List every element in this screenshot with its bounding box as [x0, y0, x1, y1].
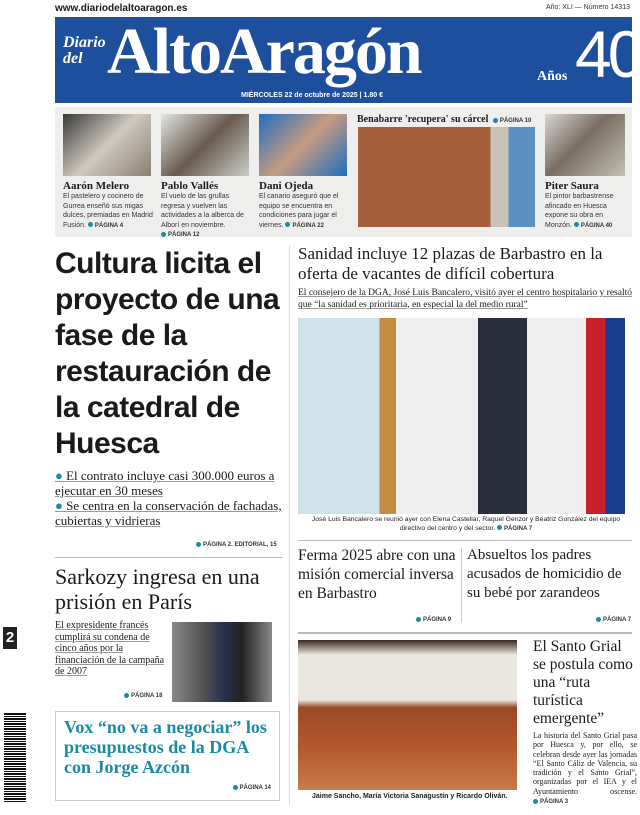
dateline: MIÉRCOLES 22 de octubre de 2025 | 1.80 € [241, 92, 384, 99]
teaser-text: El pintor barbastrense afincado en Huesca expone su obra en Monzón. [545, 193, 614, 229]
sanidad-subtitle: El consejero de la DGA, José Luis Bancalero, visitó ayer el centro hospitalario y resaltó que “la sanidad es prioritaria, en especial la del medio rural” [298, 288, 632, 310]
teaser-name: Piter Saura [545, 180, 599, 192]
page-ref: PÁGINA 4 [88, 223, 123, 229]
logo-small: Diario del [63, 34, 106, 67]
teaser-pablo-valles[interactable] [161, 114, 251, 241]
sanidad-caption: José Luis Bancalero se reunió ayer con Elena Castellar, Raquel Genzor y Beatriz González del equipo directivo del centro y del sector. PÁGINA 7 [311, 516, 621, 532]
teaser-photo [545, 114, 625, 176]
teaser-piter-saura[interactable] [545, 114, 627, 231]
main-headline[interactable]: Cultura licita el proyecto de una fase de la restauración de la catedral de Huesca [55, 247, 280, 460]
teaser-aaron-melero[interactable] [63, 114, 153, 231]
anniversary-label: Años [537, 69, 568, 84]
divider [298, 632, 632, 634]
sarkozy-photo [172, 622, 272, 702]
sarkozy-subtitle: El expresidente francés cumplirá su condena de cinco años por la financiación de la campaña de 2007 [55, 620, 165, 677]
page-ref: PÁGINA 18 [124, 693, 162, 699]
divider [461, 548, 462, 623]
teaser-name: Benabarre 'recupera' su cárcel [357, 114, 489, 125]
vox-box[interactable] [55, 711, 280, 801]
teaser-dani-ojeda[interactable] [259, 114, 349, 231]
bullet-item: ● Se centra en la conservación de fachadas, cubiertas y vidrieras [55, 498, 282, 528]
teaser-benabarre[interactable] [357, 111, 543, 124]
page-ref: PÁGINA 2. EDITORIAL, 15 [196, 542, 277, 548]
site-url[interactable]: www.diariodelaltoaragon.es [55, 3, 188, 14]
teaser-text: El canario aseguró que el equipo se encuentra en condiciones para jugar el viernes. [259, 193, 339, 229]
divider [298, 540, 632, 541]
page-ref: PÁGINA 40 [574, 223, 612, 229]
teaser-photo [63, 114, 151, 176]
page-ref: PÁGINA 3 [533, 799, 568, 805]
grial-caption: Jaime Sancho, María Victoria Sanagustín y Ricardo Oliván. [312, 793, 508, 800]
teaser-name: Aarón Melero [63, 180, 130, 192]
teaser-photo [259, 114, 347, 176]
teaser-text: El vuelo de las grullas regresa y vuelven las actividades a la alberca de Alborí en noviembre. [161, 193, 244, 229]
sarkozy-headline[interactable]: Sarkozy ingresa en una prisión en París [55, 564, 260, 614]
grial-text: La historia del Santo Grial pasa por Huesca y, por ello, se celebran desde ayer las jornadas “El Santo Cáliz de Valencia, su tradición y el Santo Grial”, organizadas por el IEA y el Ayuntamiento oscense. PÁGINA 3 [533, 731, 637, 806]
grial-headline[interactable]: El Santo Grial se postula como una “ruta turística emergente” [533, 638, 633, 727]
sanidad-headline[interactable]: Sanidad incluye 12 plazas de Barbastro en la oferta de vacantes de difícil cobertura [298, 244, 603, 283]
teaser-strip [55, 107, 632, 237]
page-ref: PÁGINA 22 [285, 223, 323, 229]
page-ref: PÁGINA 7 [596, 617, 631, 623]
page-ref: PÁGINA 12 [161, 232, 199, 238]
vox-headline: Vox “no va a negociar” los presupuestos de la DGA con Jorge Azcón [64, 717, 267, 777]
absueltos-headline[interactable]: Absueltos los padres acusados de homicidio de su bebé por zarandeos [467, 547, 622, 601]
ferma-headline[interactable]: Ferma 2025 abre con una misión comercial inversa en Barbastro [298, 547, 456, 602]
page-ref: PÁGINA 14 [233, 785, 271, 791]
issue-number: Año: XLI — Número 14313 [545, 4, 630, 11]
section-number: 2 [3, 627, 17, 649]
grial-photo [298, 640, 517, 790]
sanidad-photo [298, 318, 625, 514]
page-ref: PÁGINA 10 [493, 118, 531, 124]
teaser-photo [161, 114, 249, 176]
teaser-photo [358, 127, 535, 227]
anniversary-number: 40 [575, 17, 640, 91]
divider [55, 557, 283, 558]
logo-main: AltoAragón [107, 15, 421, 88]
teaser-name: Pablo Vallés [161, 180, 219, 192]
column-divider [289, 245, 290, 805]
page-ref: PÁGINA 7 [497, 526, 532, 532]
page-ref: PÁGINA 9 [416, 617, 451, 623]
teaser-name: Dani Ojeda [259, 180, 314, 192]
masthead [55, 15, 640, 103]
barcode [4, 712, 26, 802]
main-bullets [55, 468, 285, 528]
teaser-text: El pastelero y cocinero de Gurrea enseñó sus migas dulces, premiadas en Madrid Fusión. [63, 193, 153, 229]
bullet-item: ● El contrato incluye casi 300.000 euros a ejecutar en 30 meses [55, 468, 275, 498]
